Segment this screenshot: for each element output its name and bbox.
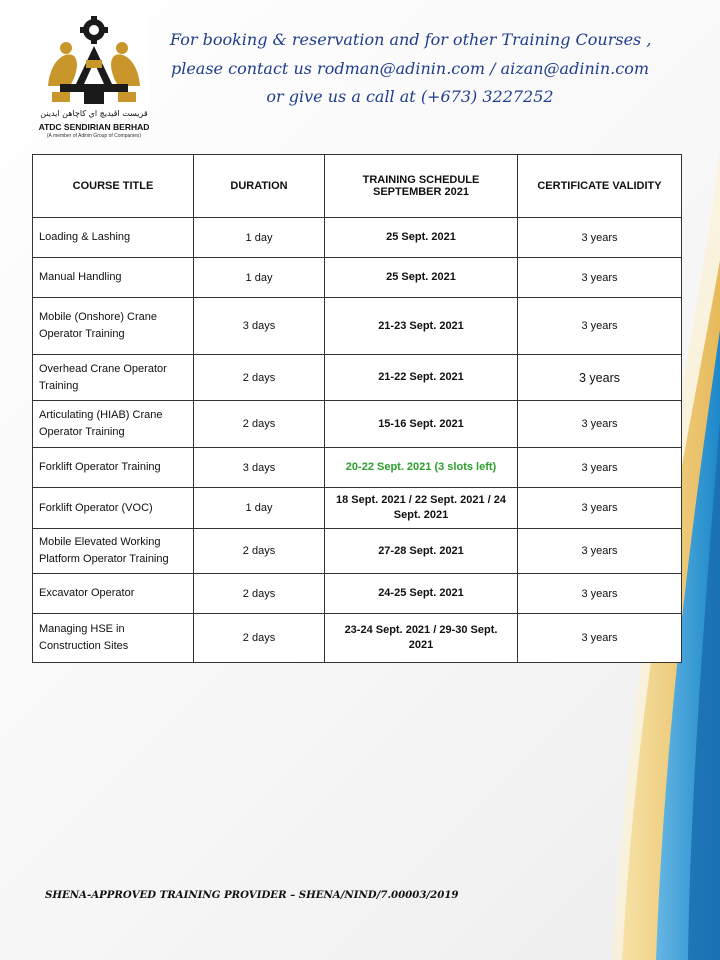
company-tagline: (A member of Adinin Group of Companies) [46, 133, 142, 139]
table-row [33, 258, 682, 298]
header-schedule-line2: SEPTEMBER 2021 [373, 186, 469, 198]
table-header-row [33, 155, 682, 218]
course-validity: 3 years [518, 488, 682, 529]
course-validity: 3 years [518, 355, 682, 401]
course-title: Excavator Operator [33, 574, 194, 614]
table-row [33, 298, 682, 355]
course-schedule: 25 Sept. 2021 [325, 258, 518, 298]
course-schedule: 24-25 Sept. 2021 [325, 574, 518, 614]
course-duration: 2 days [194, 529, 325, 574]
course-duration: 1 day [194, 258, 325, 298]
training-schedule-table [32, 154, 682, 663]
course-duration: 2 days [194, 574, 325, 614]
course-duration: 2 days [194, 401, 325, 448]
header-course-title: COURSE TITLE [33, 155, 194, 218]
course-schedule: 27-28 Sept. 2021 [325, 529, 518, 574]
table-row [33, 218, 682, 258]
course-duration: 2 days [194, 614, 325, 663]
header-certificate-validity: CERTIFICATE VALIDITY [518, 155, 682, 218]
table-row [33, 574, 682, 614]
course-validity: 3 years [518, 258, 682, 298]
course-validity: 3 years [518, 529, 682, 574]
course-title: Managing HSE in Construction Sites [33, 614, 194, 663]
course-title: Overhead Crane Operator Training [33, 355, 194, 401]
course-schedule: 15-16 Sept. 2021 [325, 401, 518, 448]
header-schedule-line1: TRAINING SCHEDULE [362, 174, 480, 186]
contact-line-1: For booking & reservation and for other Training Courses , [170, 30, 652, 49]
course-schedule: 25 Sept. 2021 [325, 218, 518, 258]
course-schedule: 21-23 Sept. 2021 [325, 298, 518, 355]
logo-emblem-icon [40, 16, 148, 120]
course-validity: 3 years [518, 401, 682, 448]
course-validity: 3 years [518, 574, 682, 614]
company-logo [32, 16, 156, 142]
course-duration: 3 days [194, 448, 325, 488]
header-duration: DURATION [194, 155, 325, 218]
course-validity: 3 years [518, 298, 682, 355]
contact-info [170, 26, 650, 112]
logo-arabic-name: قريست اڤيديچ اي كاچاهن ايدينن [40, 109, 148, 118]
table-row [33, 614, 682, 663]
course-title: Mobile Elevated Working Platform Operator Training [33, 529, 194, 574]
course-validity: 3 years [518, 614, 682, 663]
course-title: Mobile (Onshore) Crane Operator Training [33, 298, 194, 355]
contact-line-3: or give us a call at (+673) 3227252 [266, 87, 554, 106]
table-row [33, 448, 682, 488]
accreditation-footer: SHENA-APPROVED TRAINING PROVIDER – SHENA/NIND/7.00003/2019 [45, 889, 459, 901]
course-schedule: 21-22 Sept. 2021 [325, 355, 518, 401]
course-title: Loading & Lashing [33, 218, 194, 258]
course-duration: 2 days [194, 355, 325, 401]
company-name: ATDC SENDIRIAN BERHAD [38, 122, 150, 132]
course-validity: 3 years [518, 218, 682, 258]
course-duration: 3 days [194, 298, 325, 355]
course-schedule-available-slots: 20-22 Sept. 2021 (3 slots left) [325, 448, 518, 488]
table-row [33, 355, 682, 401]
course-duration: 1 day [194, 488, 325, 529]
course-duration: 1 day [194, 218, 325, 258]
course-schedule: 23-24 Sept. 2021 / 29-30 Sept. 2021 [325, 614, 518, 663]
course-title: Forklift Operator (VOC) [33, 488, 194, 529]
course-title: Forklift Operator Training [33, 448, 194, 488]
contact-line-2: please contact us rodman@adinin.com / aizan@adinin.com [170, 58, 650, 78]
table-row [33, 488, 682, 529]
header-training-schedule [325, 155, 518, 218]
course-validity: 3 years [518, 448, 682, 488]
course-title: Articulating (HIAB) Crane Operator Training [33, 401, 194, 448]
course-title: Manual Handling [33, 258, 194, 298]
table-row [33, 401, 682, 448]
course-schedule: 18 Sept. 2021 / 22 Sept. 2021 / 24 Sept. 2021 [325, 488, 518, 529]
table-row [33, 529, 682, 574]
